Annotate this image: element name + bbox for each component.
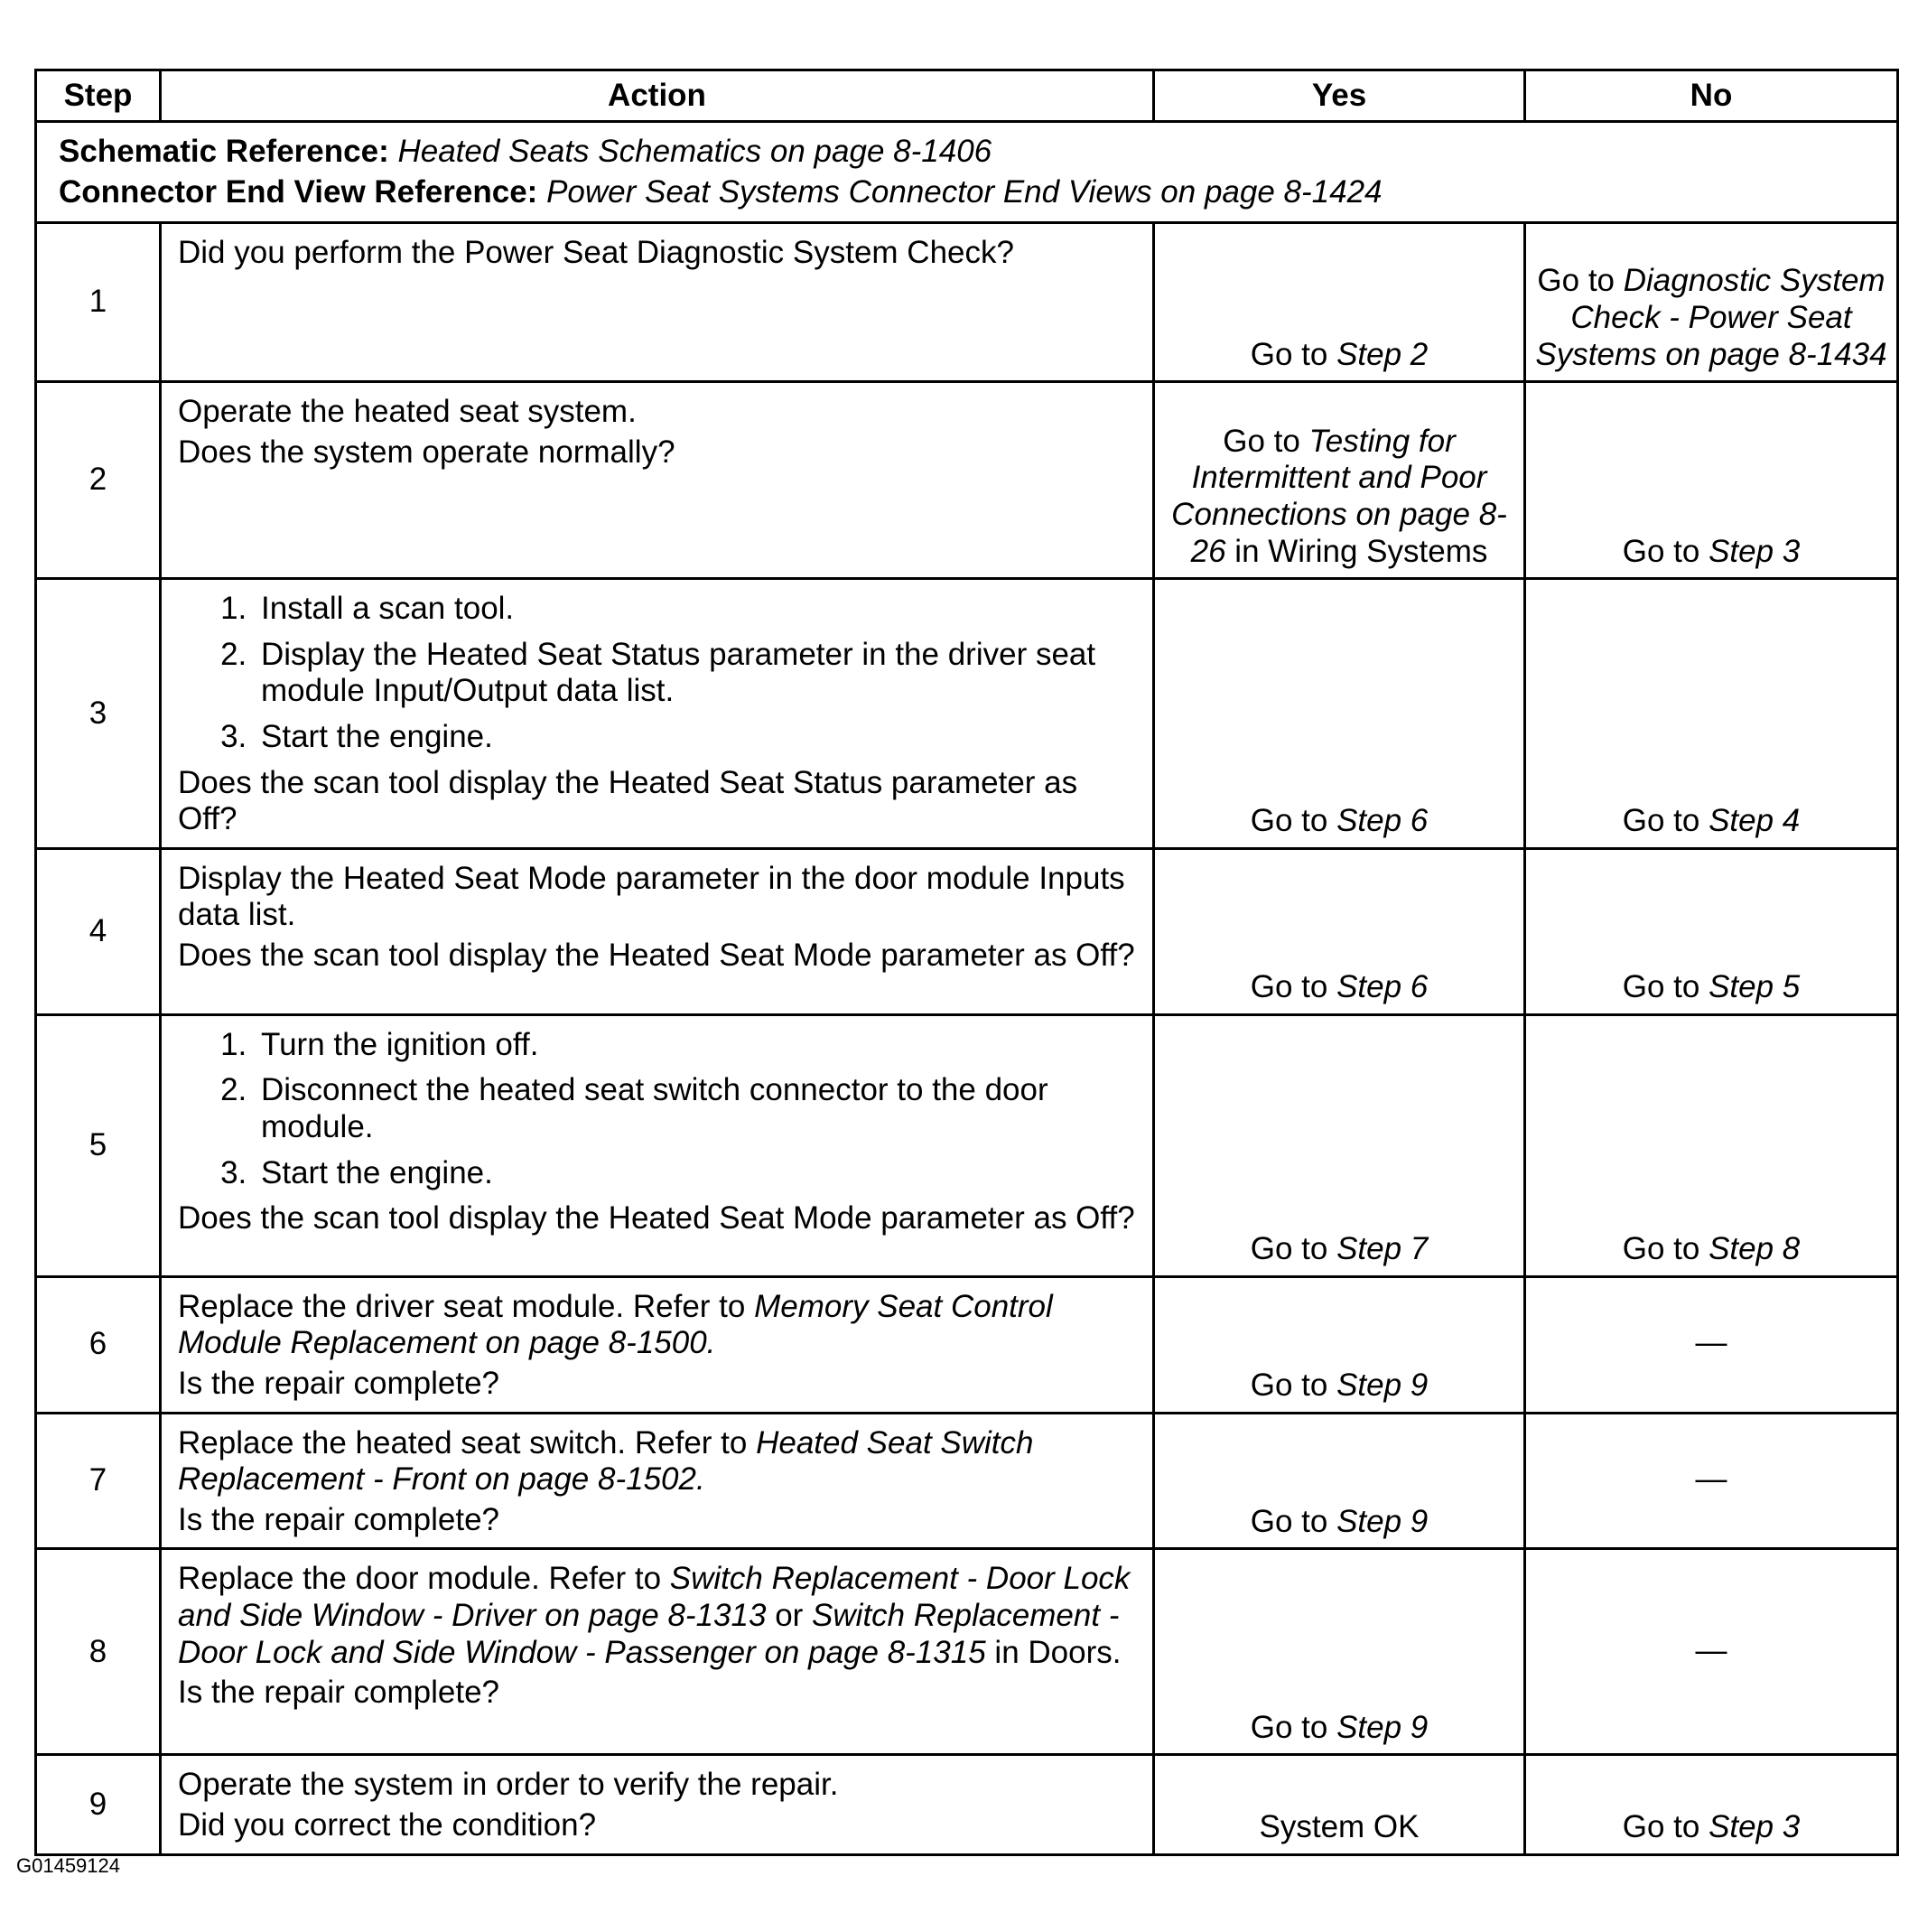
- no-link[interactable]: Step 5: [1709, 969, 1801, 1005]
- header-step: Step: [36, 70, 161, 122]
- yes-link[interactable]: Step 6: [1336, 803, 1429, 839]
- action-question: Does the system operate normally?: [178, 434, 675, 470]
- table-row: [36, 1276, 1898, 1413]
- go-to-text: Go to: [1250, 1709, 1328, 1745]
- connector-reference-label: Connector End View Reference:: [59, 173, 538, 210]
- go-to-text: Go to: [1250, 336, 1328, 372]
- action-cell: [161, 1413, 1154, 1549]
- no-cell: —: [1525, 1276, 1898, 1413]
- action-link[interactable]: Switch Replacement - Door Lock and Side Window - Driver on page 8-1313: [178, 1561, 1131, 1633]
- go-to-text: Go to: [1622, 1808, 1700, 1844]
- list-item: 3. Start the engine.: [256, 719, 1136, 756]
- action-instruction: [178, 1561, 1136, 1671]
- list-item: 1. Install a scan tool.: [256, 591, 1136, 628]
- table-row: [36, 1549, 1898, 1755]
- yes-link[interactable]: Step 2: [1336, 336, 1429, 372]
- table-row: [36, 1014, 1898, 1276]
- yes-cell: [1154, 223, 1525, 382]
- header-action: Action: [161, 70, 1154, 122]
- header-no: No: [1525, 70, 1898, 122]
- yes-cell: [1154, 848, 1525, 1014]
- action-question: Is the repair complete?: [178, 1365, 500, 1401]
- schematic-reference-label: Schematic Reference:: [59, 134, 389, 169]
- list-item: 1. Turn the ignition off.: [256, 1027, 1136, 1064]
- action-cell: [161, 1014, 1154, 1276]
- yes-link[interactable]: Testing for Intermittent and Poor Connections on page 8-26: [1171, 423, 1507, 569]
- action-text: Replace the driver seat module. Refer to: [178, 1288, 746, 1324]
- action-text: or: [775, 1597, 804, 1633]
- step-number: 9: [36, 1755, 161, 1854]
- action-text: Replace the door module. Refer to: [178, 1561, 662, 1597]
- action-cell: [161, 1755, 1154, 1854]
- yes-cell: [1154, 1276, 1525, 1413]
- action-cell: [161, 579, 1154, 849]
- yes-cell: System OK: [1154, 1755, 1525, 1854]
- yes-suffix: in Wiring Systems: [1234, 533, 1488, 569]
- action-link[interactable]: Heated Seat Switch Replacement - Front on page 8-1502.: [178, 1424, 1034, 1498]
- step-number: 8: [36, 1549, 161, 1755]
- go-to-text: Go to: [1250, 1503, 1328, 1539]
- action-link[interactable]: Memory Seat Control Module Replacement on page 8-1500.: [178, 1288, 1053, 1361]
- no-cell: —: [1525, 1413, 1898, 1549]
- schematic-reference-link[interactable]: Heated Seats Schematics on page 8-1406: [397, 134, 992, 169]
- action-question: Is the repair complete?: [178, 1501, 500, 1537]
- table-row: [36, 848, 1898, 1014]
- table-row: [36, 1413, 1898, 1549]
- action-instruction: Operate the heated seat system.: [178, 394, 637, 430]
- go-to-text: Go to: [1223, 423, 1300, 459]
- no-cell: [1525, 848, 1898, 1014]
- action-link[interactable]: Switch Replacement - Door Lock and Side Window - Passenger on page 8-1315: [178, 1597, 1120, 1670]
- action-text: Replace the heated seat switch. Refer to: [178, 1424, 748, 1461]
- go-to-text: Go to: [1622, 533, 1700, 569]
- go-to-text: Go to: [1622, 969, 1700, 1005]
- header-yes: Yes: [1154, 70, 1525, 122]
- step-number: 7: [36, 1413, 161, 1549]
- reference-cell: [36, 122, 1898, 223]
- yes-link[interactable]: Step 9: [1336, 1709, 1429, 1745]
- no-cell: [1525, 1014, 1898, 1276]
- action-steps-list: [178, 1027, 1136, 1191]
- go-to-text: Go to: [1250, 1367, 1328, 1403]
- action-question: Did you perform the Power Seat Diagnostic System Check?: [178, 235, 1014, 271]
- action-question: Does the scan tool display the Heated Seat Status parameter as Off?: [178, 764, 1078, 837]
- step-number: 2: [36, 382, 161, 579]
- table-row: [36, 382, 1898, 579]
- table-row: [36, 1755, 1898, 1854]
- figure-id: G01459124: [16, 1854, 120, 1877]
- step-number: 6: [36, 1276, 161, 1413]
- step-number: 4: [36, 848, 161, 1014]
- no-cell: [1525, 382, 1898, 579]
- no-link[interactable]: Step 8: [1709, 1231, 1801, 1267]
- action-instruction: Operate the system in order to verify the repair.: [178, 1767, 839, 1803]
- yes-link[interactable]: Step 6: [1336, 969, 1429, 1005]
- no-link[interactable]: Step 4: [1709, 803, 1801, 839]
- action-instruction: [178, 1425, 1136, 1498]
- diagnostic-table: [34, 69, 1899, 1856]
- list-item: 3. Start the engine.: [256, 1155, 1136, 1192]
- connector-reference-link[interactable]: Power Seat Systems Connector End Views on page 8-1424: [546, 173, 1383, 210]
- yes-link[interactable]: Step 7: [1336, 1231, 1429, 1267]
- action-question: Does the scan tool display the Heated Seat Mode parameter as Off?: [178, 937, 1135, 973]
- header-row: [36, 70, 1898, 122]
- yes-cell: [1154, 579, 1525, 849]
- action-cell: [161, 1276, 1154, 1413]
- list-item: 2. Disconnect the heated seat switch connector to the door module.: [256, 1072, 1136, 1145]
- yes-link[interactable]: Step 9: [1336, 1367, 1429, 1403]
- action-question: Did you correct the condition?: [178, 1806, 597, 1843]
- no-cell: [1525, 223, 1898, 382]
- no-link[interactable]: Step 3: [1709, 533, 1801, 569]
- action-instruction: Display the Heated Seat Mode parameter in the door module Inputs data list.: [178, 860, 1125, 933]
- table-row: [36, 579, 1898, 849]
- list-item: 2. Display the Heated Seat Status parameter in the driver seat module Input/Output data list.: [256, 637, 1136, 710]
- schematic-reference: [59, 134, 1875, 171]
- reference-row: [36, 122, 1898, 223]
- action-instruction: [178, 1289, 1136, 1362]
- go-to-text: Go to: [1622, 803, 1700, 839]
- yes-cell: [1154, 1549, 1525, 1755]
- action-question: Is the repair complete?: [178, 1675, 500, 1711]
- no-link[interactable]: Diagnostic System Check - Power Seat Systems on page 8-1434: [1535, 263, 1887, 372]
- no-cell: [1525, 1755, 1898, 1854]
- action-cell: [161, 1549, 1154, 1755]
- go-to-text: Go to: [1537, 263, 1615, 299]
- go-to-text: Go to: [1622, 1231, 1700, 1267]
- action-question: Does the scan tool display the Heated Seat Mode parameter as Off?: [178, 1200, 1135, 1237]
- action-steps-list: [178, 591, 1136, 755]
- yes-cell: [1154, 1014, 1525, 1276]
- action-cell: [161, 223, 1154, 382]
- yes-cell: [1154, 1413, 1525, 1549]
- action-text: in Doors.: [994, 1634, 1122, 1670]
- no-cell: [1525, 579, 1898, 849]
- no-link[interactable]: Step 3: [1709, 1808, 1801, 1844]
- action-cell: [161, 382, 1154, 579]
- step-number: 1: [36, 223, 161, 382]
- go-to-text: Go to: [1250, 803, 1328, 839]
- step-number: 5: [36, 1014, 161, 1276]
- step-number: 3: [36, 579, 161, 849]
- no-cell: —: [1525, 1549, 1898, 1755]
- yes-link[interactable]: Step 9: [1336, 1503, 1429, 1539]
- action-cell: [161, 848, 1154, 1014]
- table-row: [36, 223, 1898, 382]
- go-to-text: Go to: [1250, 1231, 1328, 1267]
- go-to-text: Go to: [1250, 969, 1328, 1005]
- connector-reference: [59, 174, 1875, 211]
- yes-cell: [1154, 382, 1525, 579]
- diagnostic-table-container: [34, 69, 1896, 1856]
